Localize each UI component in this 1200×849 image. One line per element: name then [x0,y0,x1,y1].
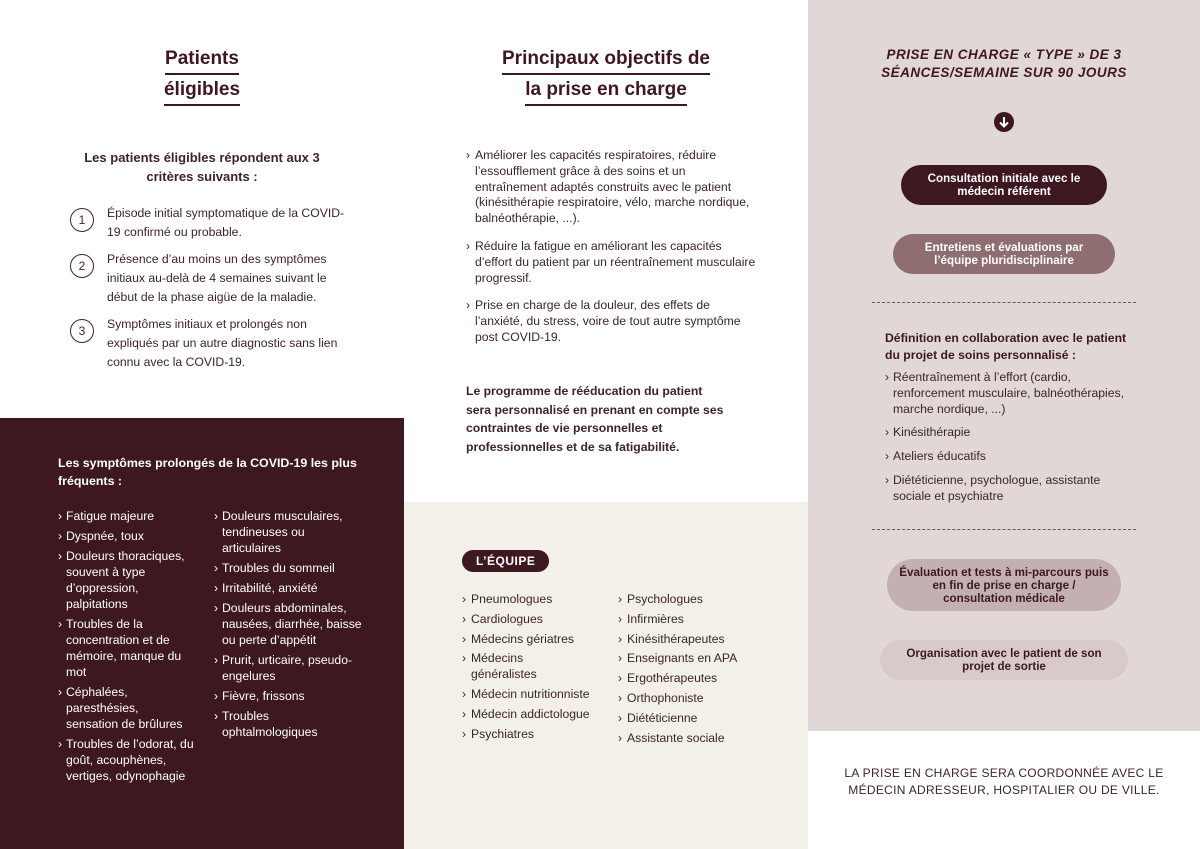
criterion-item [70,315,350,372]
criterion-item [70,204,350,242]
list-item: › Irritabilité, anxiété [214,580,362,596]
step-exit-project: Organisation avec le patient de son projet de sortie [880,640,1128,680]
list-item: › Fièvre, frissons [214,688,362,704]
team-badge: L’ÉQUIPE [462,550,549,572]
team-list-left [462,592,592,746]
programme-text: Le programme de rééducation du patient sera personnalisé en prenant en compte ses contraintes de vie personnelles et professionnelles et de sa fatigabilité. [466,384,724,454]
list-item: › Réduire la fatigue en améliorant les capacités d’effort du patient par un réentraînement musculaire progressif. [466,239,756,286]
list-item: › Assistante sociale [618,731,768,747]
definition-title: Définition en collaboration avec le patient du projet de soins personnalisé : [885,331,1127,362]
list-item: › Prise en charge de la douleur, des effets de l’anxiété, du stress, voire de tout autre symptôme post COVID-19. [466,298,756,345]
list-item: › Ateliers éducatifs [885,449,1125,465]
title-line: Principaux objectifs de [502,44,710,75]
list-item: › Kinésithérapie [885,425,1125,441]
list-item: › Cardiologues [462,612,592,628]
list-item: › Prurit, urticaire, pseudo-engelures [214,652,362,684]
step-initial-consultation: Consultation initiale avec le médecin référent [901,165,1107,205]
list-item: › Troubles du sommeil [214,560,362,576]
list-item: › Infirmières [618,612,768,628]
list-item: › Céphalées, paresthésies, sensation de brûlures [58,684,194,732]
list-item: › Psychiatres [462,727,592,743]
list-item: › Dyspnée, toux [58,528,194,544]
criterion-text: Symptômes initiaux et prolongés non expliqués par un autre diagnostic sans lien connu avec la COVID-19. [107,317,338,369]
list-item: › Douleurs thoraciques, souvent à type d’oppression, palpitations [58,548,194,612]
list-item: › Médecin nutritionniste [462,687,592,703]
team-list-right [618,592,768,750]
number-badge: 2 [70,254,94,278]
definition-list [885,370,1125,513]
criteria-list [70,204,350,380]
symptoms-title: Les symptômes prolongés de la COVID-19 les plus fréquents : [58,456,357,488]
step-evaluation-tests: Évaluation et tests à mi-parcours puis en fin de prise en charge / consultation médicale [887,559,1121,611]
list-item: › Orthophoniste [618,691,768,707]
step-team-evaluations: Entretiens et évaluations par l’équipe pluridisciplinaire [893,234,1115,274]
number-badge: 1 [70,208,94,232]
list-item: › Psychologues [618,592,768,608]
list-item: › Améliorer les capacités respiratoires, réduire l’essoufflement grâce à des soins et un entraînement adaptés construits avec le patient (kinésithérapie respiratoire, vélo, marche nordique, balnéothérapie, ...). [466,148,756,227]
list-item: › Médecin addictologue [462,707,592,723]
divider [872,302,1136,303]
list-item: › Enseignants en APA [618,651,768,667]
coordination-note: LA PRISE EN CHARGE SERA COORDONNÉE AVEC LE MÉDECIN ADRESSEUR, HOSPITALIER OU DE VILLE. [844,766,1164,797]
symptoms-list-left [58,508,194,788]
title-line: la prise en charge [525,75,687,106]
list-item: › Troubles ophtalmologiques [214,708,362,740]
list-item: › Douleurs abdominales, nausées, diarrhée, baisse ou perte d’appétit [214,600,362,648]
list-item: › Médecins gériatres [462,632,592,648]
list-item: › Troubles de l’odorat, du goût, acouphènes, vertiges, odynophagie [58,736,194,784]
list-item: › Ergothérapeutes [618,671,768,687]
care-pathway-heading: PRISE EN CHARGE « TYPE » DE 3 SÉANCES/SEMAINE SUR 90 JOURS [881,47,1127,80]
divider [872,529,1136,530]
list-item: › Médecins généralistes [462,651,592,683]
criterion-text: Présence d’au moins un des symptômes initiaux au-delà de 4 semaines suivant le début de la phase aigüe de la maladie. [107,252,327,304]
criterion-text: Épisode initial symptomatique de la COVID-19 confirmé ou probable. [107,206,345,239]
criteria-intro: Les patients éligibles répondent aux 3 critères suivants : [84,150,320,184]
eligible-patients-title [60,44,344,106]
arrow-down-circle-icon [994,112,1014,132]
list-item: › Troubles de la concentration et de mémoire, manque du mot [58,616,194,680]
list-item: › Diététicienne [618,711,768,727]
objectives-list [466,148,756,358]
criterion-item [70,250,350,307]
list-item: › Fatigue majeure [58,508,194,524]
number-badge: 3 [70,319,94,343]
objectives-title [440,44,772,106]
list-item: › Kinésithérapeutes [618,632,768,648]
care-pathway-panel [808,0,1200,731]
title-line: éligibles [164,75,240,106]
list-item: › Pneumologues [462,592,592,608]
title-line: Patients [165,44,239,75]
list-item: › Diététicienne, psychologue, assistante sociale et psychiatre [885,473,1125,505]
list-item: › Douleurs musculaires, tendineuses ou articulaires [214,508,362,556]
symptoms-list-right [214,508,362,744]
list-item: › Réentraînement à l’effort (cardio, renforcement musculaire, balnéothérapies, marche nordique, ...) [885,370,1125,417]
